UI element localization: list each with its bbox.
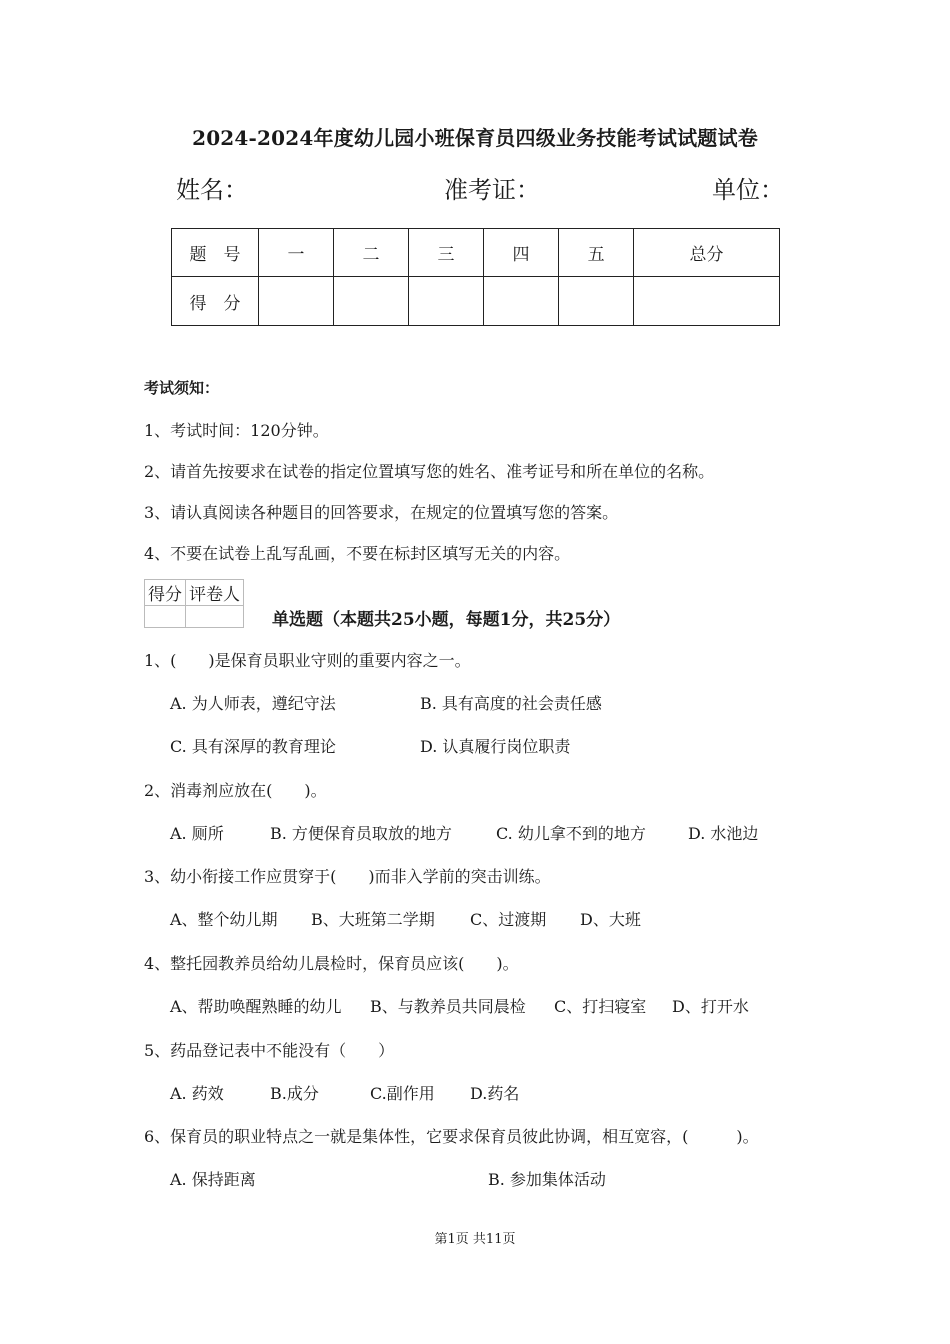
notice-item: 1、考试时间：120分钟。: [144, 421, 329, 440]
score-cell[interactable]: [484, 277, 559, 326]
unit-field-label: 单位：: [712, 176, 784, 204]
question-option: C. 具有深厚的教育理论: [170, 737, 336, 756]
score-table-header-cell: 二: [334, 229, 409, 277]
notice-item: 3、请认真阅读各种题目的回答要求，在规定的位置填写您的答案。: [144, 503, 619, 522]
question-option: C.副作用: [370, 1084, 435, 1103]
question-stem: 5、药品登记表中不能没有（ ）: [144, 1041, 395, 1060]
score-table-header-cell: 五: [559, 229, 634, 277]
question-option: B、大班第二学期: [311, 910, 435, 929]
score-cell[interactable]: [259, 277, 334, 326]
score-table-header-row: [172, 229, 780, 277]
question-option: A. 为人师表，遵纪守法: [170, 694, 336, 713]
section-title: 单选题（本题共25小题，每题1分，共25分）: [272, 610, 621, 630]
question-option: B. 具有高度的社会责任感: [420, 694, 602, 713]
page-footer: 第1页 共11页: [434, 1232, 516, 1247]
score-table-score-row: [172, 277, 780, 326]
grader-score-label: 得分: [145, 580, 186, 606]
score-table-header-cell: 题 号: [172, 229, 259, 277]
question-option: D.药名: [470, 1084, 520, 1103]
score-row-label: 得 分: [172, 277, 259, 326]
score-cell[interactable]: [409, 277, 484, 326]
question-option: A、帮助唤醒熟睡的幼儿: [170, 997, 342, 1016]
question-option: A. 厕所: [170, 824, 224, 843]
score-table-header-cell: 三: [409, 229, 484, 277]
question-option: B. 参加集体活动: [488, 1170, 606, 1189]
score-table-header-cell: 四: [484, 229, 559, 277]
score-table-header-cell: 一: [259, 229, 334, 277]
grader-reviewer-label: 评卷人: [186, 580, 244, 606]
question-option: C、打扫寝室: [554, 997, 647, 1016]
question-option: D、打开水: [672, 997, 749, 1016]
score-table: [171, 228, 780, 326]
question-option: D、大班: [580, 910, 641, 929]
question-option: B.成分: [270, 1084, 319, 1103]
question-option: D. 认真履行岗位职责: [420, 737, 571, 756]
question-stem: 3、幼小衔接工作应贯穿于( )而非入学前的突击训练。: [144, 867, 551, 886]
question-option: D. 水池边: [688, 824, 759, 843]
exam-id-field-label: 准考证：: [444, 176, 540, 204]
question-option: B. 方便保育员取放的地方: [270, 824, 452, 843]
score-cell[interactable]: [559, 277, 634, 326]
name-field-label: 姓名：: [176, 176, 248, 204]
grader-box: [144, 579, 244, 628]
question-stem: 1、( )是保育员职业守则的重要内容之一。: [144, 651, 471, 670]
question-option: C、过渡期: [470, 910, 547, 929]
notice-item: 4、不要在试卷上乱写乱画，不要在标封区填写无关的内容。: [144, 544, 571, 563]
notice-item: 2、请首先按要求在试卷的指定位置填写您的姓名、准考证号和所在单位的名称。: [144, 462, 715, 481]
score-table-header-cell: 总分: [634, 229, 780, 277]
question-stem: 6、保育员的职业特点之一就是集体性，它要求保育员彼此协调，相互宽容，( )。: [144, 1127, 759, 1146]
question-option: A、整个幼儿期: [170, 910, 278, 929]
score-cell[interactable]: [334, 277, 409, 326]
question-option: B、与教养员共同晨检: [370, 997, 526, 1016]
document-title: 2024-2024年度幼儿园小班保育员四级业务技能考试试题试卷: [192, 126, 758, 150]
notice-heading: 考试须知：: [144, 379, 220, 397]
question-option: A. 药效: [170, 1084, 224, 1103]
question-option: C. 幼儿拿不到的地方: [496, 824, 646, 843]
question-stem: 2、消毒剂应放在( )。: [144, 781, 327, 800]
question-option: A. 保持距离: [170, 1170, 256, 1189]
grader-reviewer-cell[interactable]: [186, 606, 244, 628]
score-cell[interactable]: [634, 277, 780, 326]
grader-score-cell[interactable]: [145, 606, 186, 628]
question-stem: 4、整托园教养员给幼儿晨检时，保育员应该( )。: [144, 954, 519, 973]
